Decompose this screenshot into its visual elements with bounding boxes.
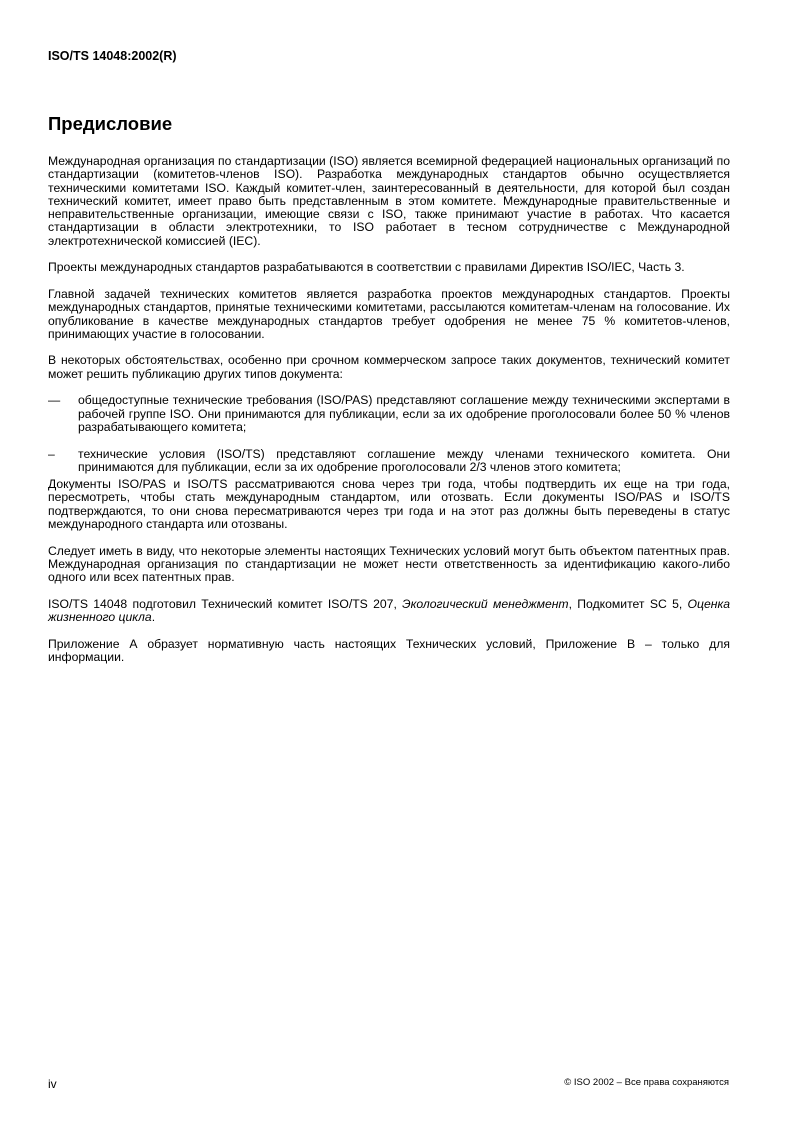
- paragraph-1: Международная организация по стандартизации (ISO) является всемирной федерацией национальных организаций по стандартизации (комитетов-членов ISO). Разработка международных стандартов обычно осуществляется техническими комитетами ISO. Каждый комитет-член, заинтересованный в деятельности, для которой был создан технический комитет, имеет право быть представленным в этом комитете. Международные правительственные и неправительственные организации, имеющие связи с ISO, также принимают участие в работах. Что касается стандартизации в области электротехники, то ISO работает в тесном сотрудничестве с Международной электротехнической комиссией (IEC).: [48, 154, 730, 248]
- paragraph-4: В некоторых обстоятельствах, особенно при срочном коммерческом запросе таких документов, технический комитет может решить публикацию других типов документа:: [48, 353, 730, 381]
- page-title: Предисловие: [48, 113, 173, 134]
- paragraph-7: ISO/TS 14048 подготовил Технический комитет ISO/TS 207, Экологический менеджмент, Подкомитет SC 5, Оценка жизненного цикла.: [48, 596, 731, 625]
- paragraph-8: Приложение А образует нормативную часть настоящих Технических условий, Приложение В – только для информации.: [48, 636, 730, 664]
- committee-title: Экологический менеджмент: [402, 596, 569, 611]
- list-item: [48, 394, 730, 434]
- document-code: ISO/TS 14048:2002(R): [48, 49, 177, 63]
- paragraph-6: Следует иметь в виду, что некоторые элементы настоящих Технических условий могут быть объектом патентных прав. Международная организация по стандартизации не может нести ответственность за идентификацию какого-либо одного или всех патентных прав.: [48, 543, 730, 585]
- paragraph-3: Главной задачей технических комитетов является разработка проектов международных стандартов. Проекты международных стандартов, принятые техническими комитетами, рассылаются комитетам-членам на голосование. Их опубликование в качестве международных стандартов требует одобрения не менее 75 % комитетов-членов, принимающих участие в голосовании.: [48, 286, 730, 341]
- paragraph-2: Проекты международных стандартов разрабатываются в соответствии с правилами Директив ISO/IEC, Часть 3.: [48, 260, 685, 275]
- page-number: iv: [48, 1077, 57, 1091]
- list-item: [48, 448, 730, 475]
- subcommittee-title: Оценка жизненного цикла: [48, 596, 731, 625]
- dash-bullet: —: [48, 393, 61, 408]
- copyright-notice: © ISO 2002 – Все права сохраняются: [564, 1077, 729, 1088]
- paragraph-5: Документы ISO/PAS и ISO/TS рассматриваются снова через три года, чтобы подтвердить их еще на три года, пересмотреть, чтобы стать международным стандартом, или отозвать. Если документы ISO/PAS и ISO/TS подтверждаются, то они снова пересматриваются через три года и на этот раз должны быть переведены в статус международного стандарта или отозваны.: [48, 477, 730, 532]
- list-item-text: общедоступные технические требования (ISO/PAS) представляют соглашение между техническими экспертами в рабочей группе ISO. Они принимаются для публикации, если за их одобрение проголосовали более 50 % членов разрабатывающего комитета;: [78, 393, 730, 434]
- dash-bullet: –: [48, 446, 55, 461]
- list-item-text: технические условия (ISO/TS) представляют соглашение между членами технического комитета. Они принимаются для публикации, если за их одобрение проголосовали 2/3 членов этого комитета;: [78, 446, 730, 474]
- foreword-body: [48, 155, 730, 678]
